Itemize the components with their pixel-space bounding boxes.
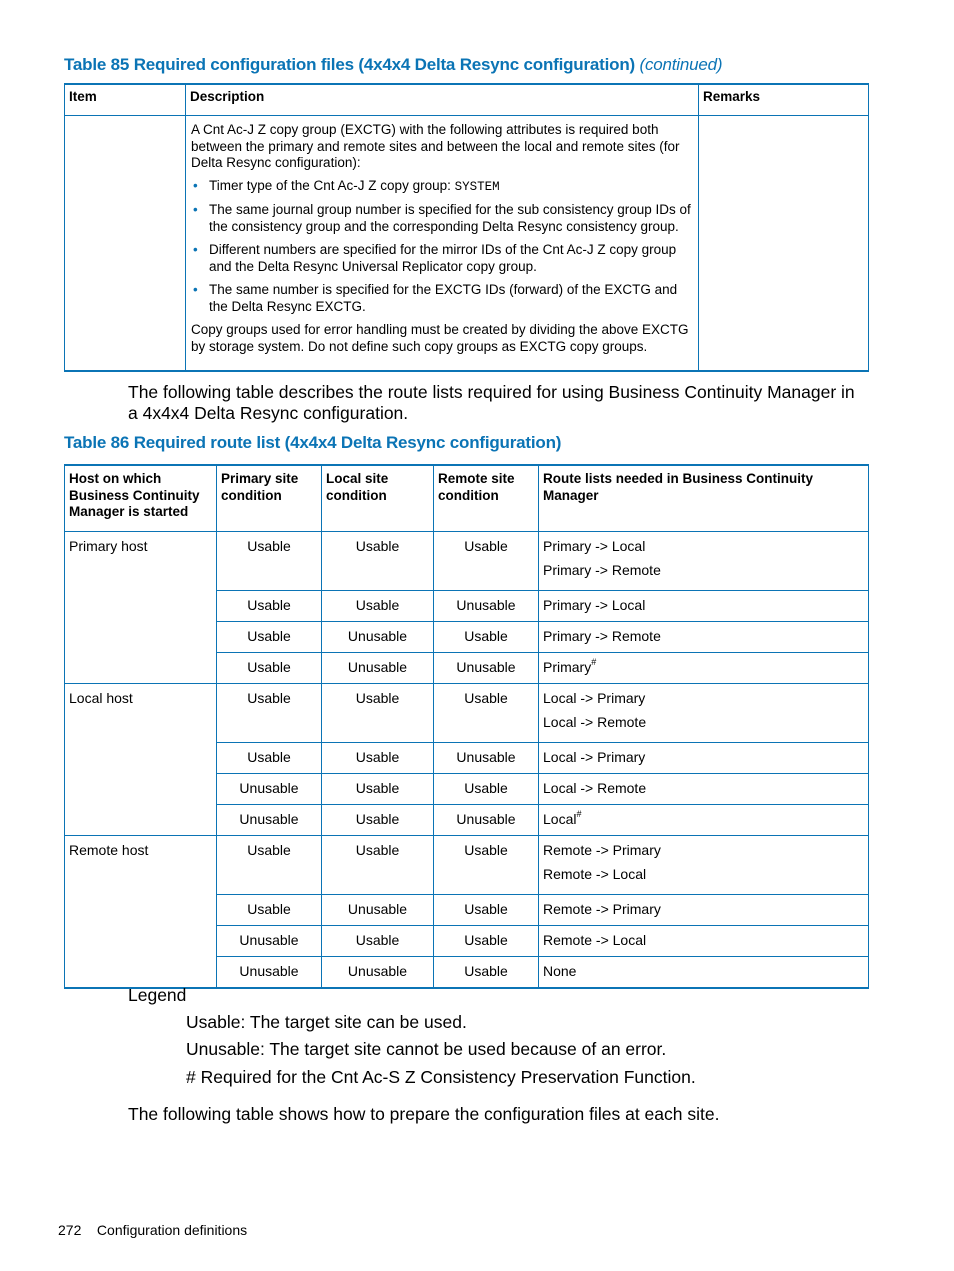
route-cell: Remote -> Local [539, 926, 869, 957]
header-remote-condition: Remote site condition [434, 465, 539, 532]
table-row: Usable Unusable Unusable Primary# [65, 653, 869, 684]
footnote-mark: # [576, 809, 582, 819]
host-primary: Primary host [65, 532, 217, 684]
header-remarks: Remarks [699, 84, 869, 116]
route-cell: Primary -> Local [539, 591, 869, 622]
continued-label: (continued) [639, 55, 723, 74]
table-85-title: Table 85 Required configuration files (4x4x4 Delta Resync configuration) [64, 55, 635, 74]
table-86-caption: Table 86 Required route list (4x4x4 Delta Resync configuration) [64, 433, 562, 452]
table-85 [64, 83, 869, 372]
attribute-list [191, 178, 693, 316]
list-item: • Different numbers are specified for the mirror IDs of the Cnt Ac-J Z copy group and the Delta Resync Universal Replicator copy group. [209, 242, 693, 275]
route-cell: None [539, 957, 869, 989]
route-cell: Local -> Primary Local -> Remote [539, 684, 869, 743]
route-cell: Remote -> Primary [539, 895, 869, 926]
list-item: • Timer type of the Cnt Ac-J Z copy group: SYSTEM [209, 178, 693, 196]
legend-hash: # Required for the Cnt Ac-S Z Consistency Preservation Function. [186, 1067, 696, 1087]
list-item: • The same number is specified for the EXCTG IDs (forward) of the EXCTG and the Delta Resync EXCTG. [209, 282, 693, 315]
legend-title: Legend [128, 985, 187, 1005]
section-title: Configuration definitions [96, 1222, 248, 1238]
item-cell [65, 116, 186, 371]
list-item: • The same journal group number is specified for the sub consistency group IDs of the consistency group and the corresponding Delta Resync consistency group. [209, 202, 693, 235]
header-route-lists: Route lists needed in Business Continuity Manager [539, 465, 869, 532]
table-row: Primary host Usable Usable Usable Primary -> Local Primary -> Remote [65, 532, 869, 591]
table-row: Usable Usable Unusable Primary -> Local [65, 591, 869, 622]
table-row: Usable Unusable Usable Remote -> Primary [65, 895, 869, 926]
header-item: Item [65, 84, 186, 116]
closing-paragraph: The following table shows how to prepare the configuration files at each site. [128, 1104, 720, 1124]
table-row: Unusable Usable Unusable Local# [65, 805, 869, 836]
page-number: 272 [58, 1222, 82, 1238]
remarks-cell [699, 116, 869, 371]
table-row: Unusable Unusable Usable None [65, 957, 869, 989]
legend-usable: Usable: The target site can be used. [186, 1012, 467, 1032]
host-local: Local host [65, 684, 217, 836]
footnote-mark: # [591, 657, 597, 667]
header-host: Host on which Business Continuity Manager is started [65, 465, 217, 532]
intro-paragraph: The following table describes the route lists required for using Business Continuity Manager in a 4x4x4 Delta Resync configuration. [128, 382, 855, 423]
legend-unusable: Unusable: The target site cannot be used because of an error. [186, 1039, 667, 1059]
header-primary-condition: Primary site condition [217, 465, 322, 532]
header-local-condition: Local site condition [322, 465, 434, 532]
table-85-caption [64, 55, 722, 75]
description-intro: A Cnt Ac-J Z copy group (EXCTG) with the following attributes is required both between the primary and remote sites and between the local and remote sites (for Delta Resync configuration): [191, 122, 680, 170]
route-cell: Local -> Remote [539, 774, 869, 805]
table-row: Local host Usable Usable Usable Local -> Primary Local -> Remote [65, 684, 869, 743]
page-footer [58, 1222, 247, 1238]
route-cell: Primary -> Local Primary -> Remote [539, 532, 869, 591]
table-row: Usable Unusable Usable Primary -> Remote [65, 622, 869, 653]
route-cell: Local -> Primary [539, 743, 869, 774]
route-cell: Primary -> Remote [539, 622, 869, 653]
table-row: Unusable Usable Usable Remote -> Local [65, 926, 869, 957]
header-description: Description [186, 84, 699, 116]
table-row: Usable Usable Unusable Local -> Primary [65, 743, 869, 774]
timer-type-code: SYSTEM [454, 179, 500, 194]
description-cell [186, 116, 699, 371]
table-row: Remote host Usable Usable Usable Remote -> Primary Remote -> Local [65, 836, 869, 895]
table-86 [64, 464, 869, 989]
table-row: Unusable Usable Usable Local -> Remote [65, 774, 869, 805]
host-remote: Remote host [65, 836, 217, 989]
description-closing: Copy groups used for error handling must be created by dividing the above EXCTG by storage system. Do not define such copy groups as EXCTG copy groups. [191, 322, 689, 354]
route-cell: Primary# [539, 653, 869, 684]
route-cell: Remote -> Primary Remote -> Local [539, 836, 869, 895]
route-cell: Local# [539, 805, 869, 836]
